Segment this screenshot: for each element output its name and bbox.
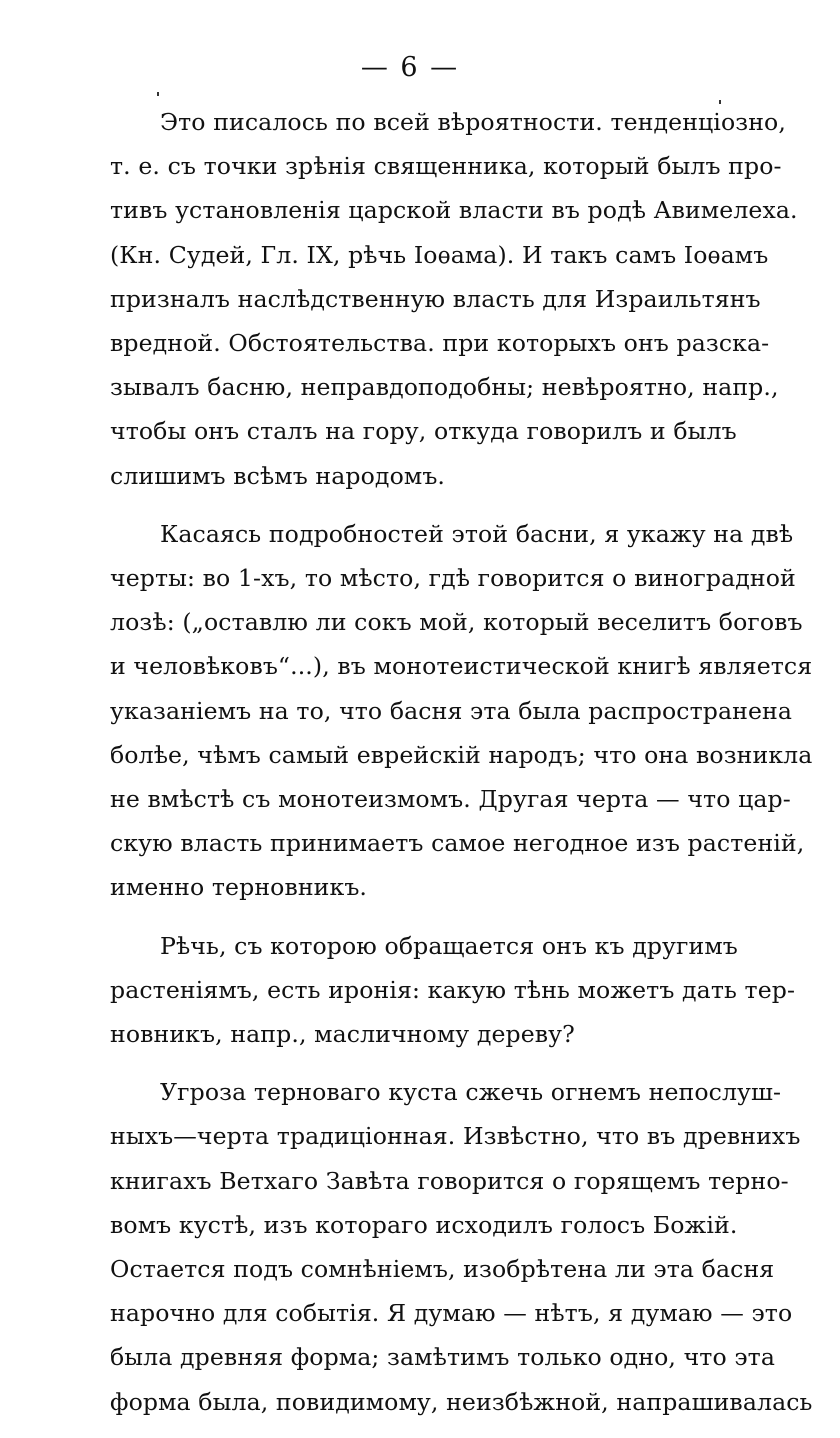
text-line: слишимъ всѣмъ народомъ. xyxy=(110,461,446,490)
text-line: Касаясь подробностей этой басни, я укажу на двѣ xyxy=(160,519,794,548)
text-line: чтобы онъ сталъ на гору, откуда говорилъ и былъ xyxy=(110,417,737,446)
paragraph-3 xyxy=(110,924,796,1057)
text-line: (Кн. Судей, Гл. IX, рѣчь Іоѳама). И такъ самъ Іоѳамъ xyxy=(110,240,769,269)
page-number: — 6 — xyxy=(360,52,460,83)
text-line: была древняя форма; замѣтимъ только одно, что эта xyxy=(110,1343,775,1372)
body-text xyxy=(110,100,813,1438)
paragraph-1 xyxy=(110,100,798,498)
text-line: указаніемъ на то, что басня эта была распространена xyxy=(110,696,793,725)
text-line: не вмѣстѣ съ монотеизмомъ. Другая черта — что цар- xyxy=(110,785,791,814)
text-line: Рѣчь, съ которою обращается онъ къ другимъ xyxy=(160,931,738,960)
paragraph-4 xyxy=(110,1070,813,1424)
text-line: и человѣковъ“...), въ монотеистической книгѣ является xyxy=(110,652,813,681)
text-line: призналъ наслѣдственную власть для Израильтянъ xyxy=(110,284,761,313)
text-line: Остается подъ сомнѣніемъ, изобрѣтена ли эта басня xyxy=(110,1255,775,1284)
text-line: зывалъ басню, неправдоподобны; невѣроятно, напр., xyxy=(110,373,779,402)
text-line: Угроза терноваго куста сжечь огнемъ непослуш- xyxy=(160,1078,782,1107)
text-line: растеніямъ, есть иронія: какую тѣнь можетъ дать тер- xyxy=(110,975,796,1004)
text-line: болѣе, чѣмъ самый еврейскій народъ; что она возникла xyxy=(110,740,813,769)
text-line: новникъ, напр., масличному дереву? xyxy=(110,1020,575,1049)
text-line: тивъ установленія царской власти въ родѣ Авимелеха. xyxy=(110,196,798,225)
paragraph-2 xyxy=(110,512,813,910)
text-line: вредной. Обстоятельства. при которыхъ онъ разска- xyxy=(110,329,770,358)
text-line: т. е. съ точки зрѣнія священника, который былъ про- xyxy=(110,152,782,181)
text-line: вомъ кустѣ, изъ котораго исходилъ голосъ Божій. xyxy=(110,1210,738,1239)
text-line: Это писалось по всей вѣроятности. тенденціозно, xyxy=(160,108,786,136)
text-line: скую власть принимаетъ самое негодное изъ растеній, xyxy=(110,829,805,858)
text-line: именно терновникъ. xyxy=(110,873,368,902)
text-line: ныхъ—черта традиціонная. Извѣстно, что въ древнихъ xyxy=(110,1122,801,1151)
text-line: лозѣ: („оставлю ли сокъ мой, который веселитъ боговъ xyxy=(110,608,803,637)
text-line: черты: во 1-хъ, то мѣсто, гдѣ говорится о виноградной xyxy=(110,564,796,593)
text-line: книгахъ Ветхаго Завѣта говорится о горящемъ терно- xyxy=(110,1166,789,1195)
text-line: форма была, повидимому, неизбѣжной, напрашивалась xyxy=(110,1387,813,1416)
text-line: нарочно для событія. Я думаю — нѣтъ, я думаю — это xyxy=(110,1299,793,1328)
print-speck xyxy=(157,92,159,96)
